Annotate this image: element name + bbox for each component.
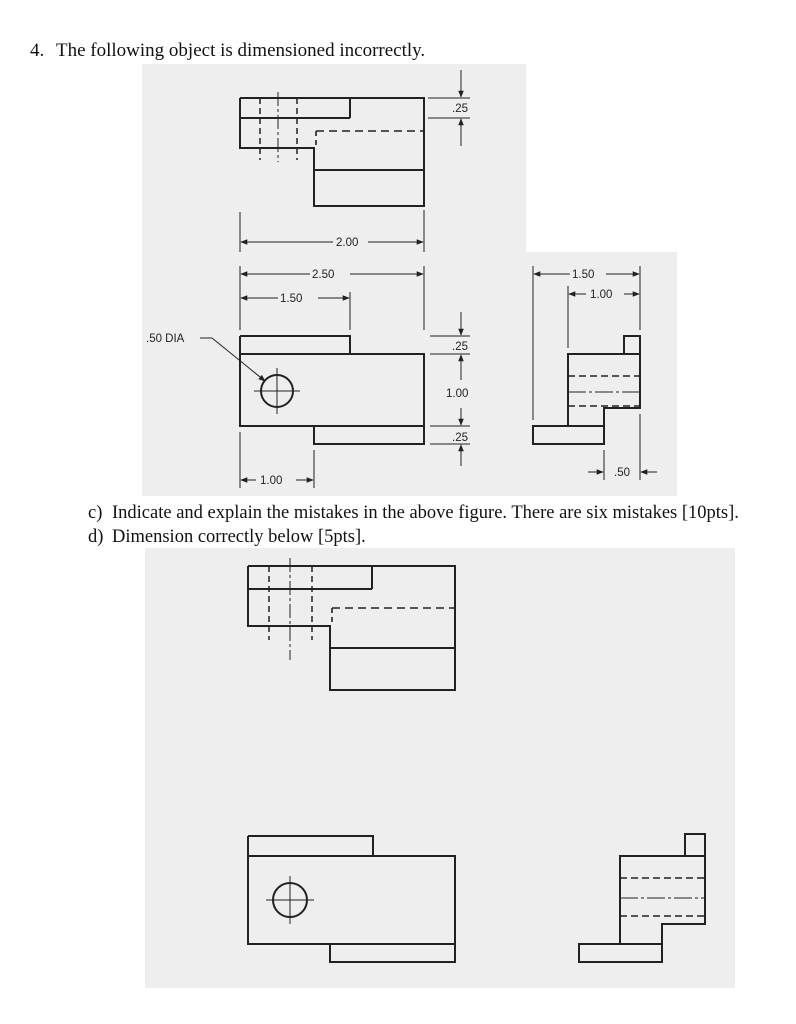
dim-front-25-bottom: .25 <box>452 432 468 444</box>
top-view <box>240 92 424 206</box>
dim-front-25-top: .25 <box>452 341 468 353</box>
part-c-text: Indicate and explain the mistakes in the above figure. There are six mistakes [10pts]. <box>112 503 739 523</box>
dim-side-50: .50 <box>614 467 630 479</box>
dim-top-25: .25 <box>452 103 468 115</box>
dim-side-1-50: 1.50 <box>572 269 595 281</box>
side-view <box>533 336 640 444</box>
part-d-label: d) <box>88 527 104 547</box>
side-view-outline <box>533 336 640 444</box>
dim-front-1-00: 1.00 <box>446 388 469 400</box>
dim-width-2-50: 2.50 <box>312 269 335 281</box>
dim-width-2-00: 2.00 <box>336 237 359 249</box>
part-d-text: Dimension correctly below [5pts]. <box>112 527 366 547</box>
top-view-outline <box>240 98 424 206</box>
lower-side-view <box>579 834 705 962</box>
front-view-outline <box>240 336 424 444</box>
lower-top-view <box>248 558 455 690</box>
lower-front-view <box>248 836 455 962</box>
dim-width-1-50: 1.50 <box>280 293 303 305</box>
question-number: 4. <box>30 40 45 61</box>
dim-hole-dia: .50 DIA <box>146 333 185 345</box>
question-text: The following object is dimensioned incorrectly. <box>56 40 426 61</box>
dim-side-1-00: 1.00 <box>590 289 613 301</box>
part-c-label: c) <box>88 503 103 523</box>
front-view <box>240 336 424 444</box>
dim-front-1-00-bottom: 1.00 <box>260 475 283 487</box>
